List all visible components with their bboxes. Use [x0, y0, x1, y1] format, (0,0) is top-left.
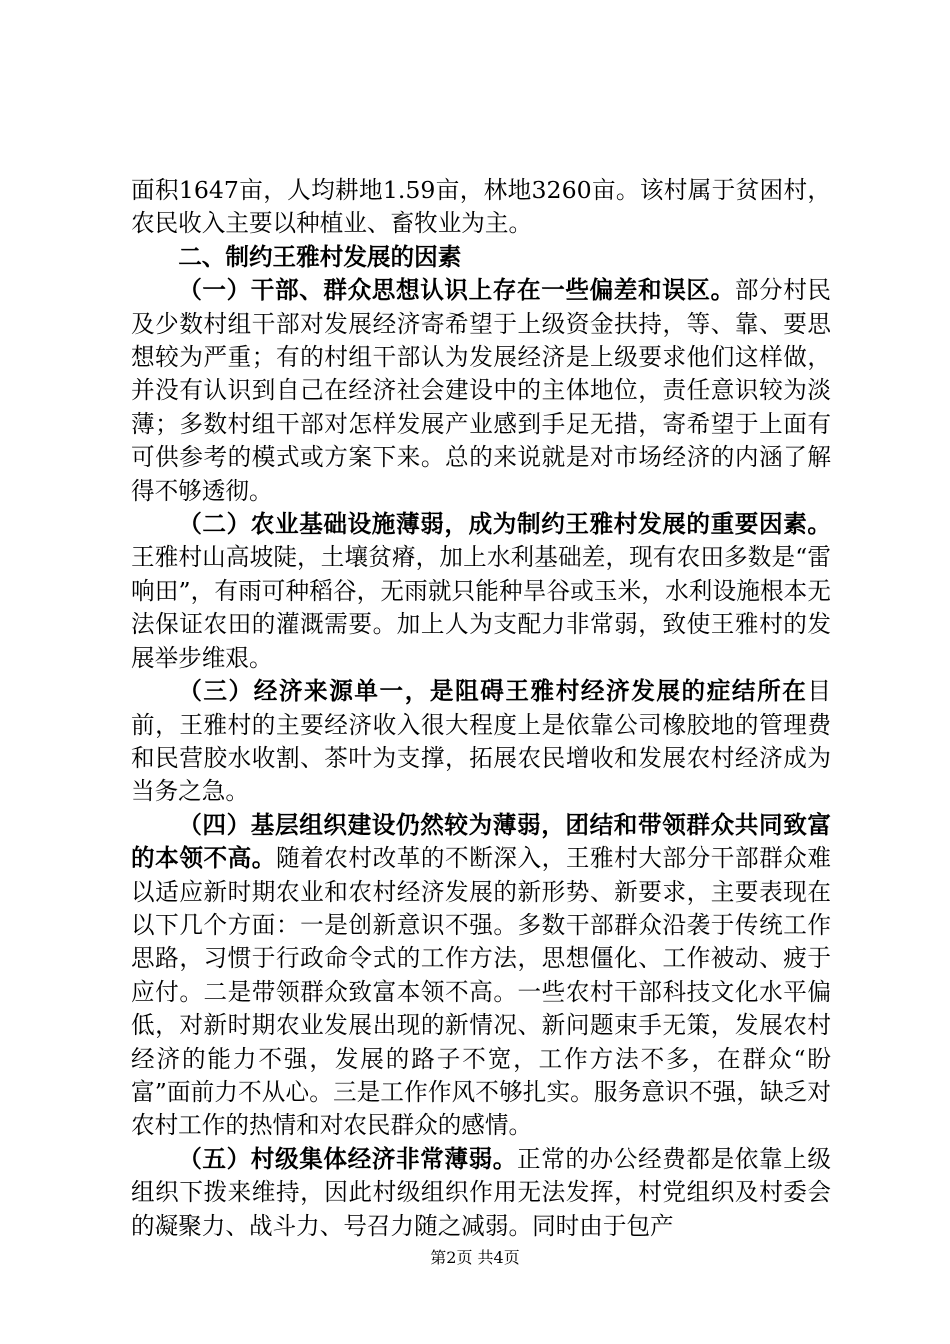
paragraph-4 [131, 809, 831, 1143]
paragraph-continued [131, 174, 831, 241]
paragraph-heading: （一）干部、群众思想认识上存在一些偏差和误区。 [178, 276, 735, 305]
paragraph-heading: （五）村级集体经济非常薄弱。 [178, 1144, 517, 1173]
paragraph-heading: （二）农业基础设施薄弱，成为制约王雅村发展的重要因素。 [178, 510, 831, 539]
paragraph-heading: （四）基层组织建设仍然较为薄弱，团结和带领群众共同致富的本领不高。 [131, 810, 831, 873]
page-number: 第2页 共4页 [430, 1248, 520, 1267]
paragraph-text: 王雅村山高坡陡，土壤贫瘠，加上水利基础差，现有农田多数是“雷响田”，有雨可种稻谷，无雨就只能种旱谷或玉米，水利设施根本无法保证农田的灌溉需要。加上人为支配力非常弱，致使王雅村的发展举步维艰。 [131, 543, 831, 672]
paragraph-text: 面积1647亩，人均耕地1.59亩，林地3260亩。该村属于贫困村，农民收入主要以种植业、畜牧业为主。 [131, 176, 831, 238]
paragraph-2 [131, 508, 831, 675]
paragraph-text: 随着农村改革的不断深入，王雅村大部分干部群众难以适应新时期农业和农村经济发展的新形势、新要求，主要表现在以下几个方面：一是创新意识不强。多数干部群众沿袭于传统工作思路，习惯于行政命令式的工作方法，思想僵化、工作被动、疲于应付。二是带领群众致富本领不高。一些农村干部科技文化水平偏低，对新时期农业发展出现的新情况、新问题束手无策，发展农村经济的能力不强，发展的路子不宽，工作方法不多，在群众“盼富”面前力不从心。三是工作作风不够扎实。服务意识不强，缺乏对农村工作的热情和对农民群众的感情。 [131, 844, 832, 1140]
paragraph-text: 正常的办公经费都是依靠上级组织下拨来维持，因此村级组织作用无法发挥，村党组织及村委会的凝聚力、战斗力、号召力随之减弱。同时由于包产 [131, 1144, 832, 1240]
section-heading [131, 241, 831, 274]
paragraph-heading: （三）经济来源单一，是阻碍王雅村经济发展的症结所在 [178, 677, 808, 706]
paragraph-5 [131, 1143, 831, 1243]
section-heading-text: 二、制约王雅村发展的因素 [178, 242, 462, 271]
paragraph-1 [131, 274, 831, 508]
document-body [131, 174, 831, 1243]
page-footer [0, 1245, 950, 1268]
paragraph-text: 部分村民及少数村组干部对发展经济寄希望于上级资金扶持，等、靠、要思想较为严重；有的村组干部认为发展经济是上级要求他们这样做，并没有认识到自己在经济社会建设中的主体地位，责任意识较为淡薄；多数村组干部对怎样发展产业感到手足无措，寄希望于上面有可供参考的模式或方案下来。总的来说就是对市场经济的内涵了解得不够透彻。 [131, 276, 832, 505]
paragraph-3 [131, 675, 831, 809]
paragraph-text: 目前，王雅村的主要经济收入很大程度上是依靠公司橡胶地的管理费和民营胶水收割、茶叶为支撑，拓展农民增收和发展农村经济成为当务之急。 [131, 677, 831, 806]
